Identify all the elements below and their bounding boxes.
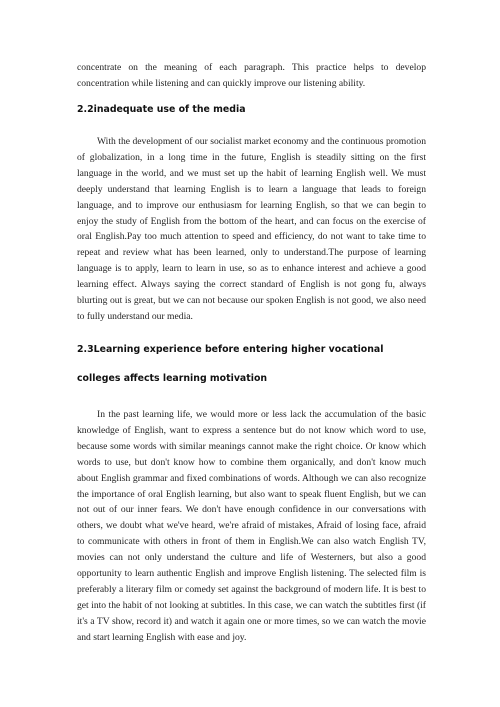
paragraph-intro: concentrate on the meaning of each paragraph. This practice helps to develop concentration while listening and can quickly improve our listening ability. <box>77 62 426 89</box>
section-heading-2-3: 2.3Learning experience before entering higher vocational colleges affects learning motivation <box>77 344 384 384</box>
section-2-3-body: In the past learning life, we would more or less lack the accumulation of the basic knowledge of English, want to express a sentence but do not know which word to use, because some words with similar meanings cannot make the right choice. Or know which words to use, but don't know how to combine them organically, and don't know much about English grammar and fixed combinations of words. Although we can also recognize the importance of oral English learning, but also want to speak fluent English, but we can not out of our inner fears. We don't have enough confidence in our conversations with others, we doubt what we've heard, we're afraid of mistakes, Afraid of losing face, afraid to communicate with others in front of them in English.We can also watch English TV, movies can not only understand the culture and life of Westerners, but also a good opportunity to learn authentic English and improve English listening. The selected film is preferably a literary film or comedy set against the background of modern life. It is best to get into the habit of not looking at subtitles. In this case, we can watch the subtitles first (if it's a TV show, record it) and watch it again one or more times, so we can watch the movie and start learning English with ease and joy. <box>77 409 426 643</box>
section-heading-2-2: 2.2inadequate use of the media <box>77 104 246 115</box>
section-2-2-body: With the development of our socialist market economy and the continuous promotion of globalization, in a long time in the future, English is steadily sitting on the first language in the world, and we must set up the habit of learning English well. We must deeply understand that learning English is to learn a language that leads to foreign language, and to improve our enthusiasm for learning English, so that we can begin to enjoy the study of English from the bottom of the heart, and can focus on the exercise of oral English.Pay too much attention to speed and efficiency, do not want to take time to repeat and review what has been learned, only to understand.The purpose of learning language is to apply, learn to learn in use, so as to enhance interest and achieve a good learning effect. Always saying the correct standard of English is not gong fu, always blurting out is great, but we can not because our spoken English is not good, we also need to fully understand our media. <box>77 136 426 322</box>
